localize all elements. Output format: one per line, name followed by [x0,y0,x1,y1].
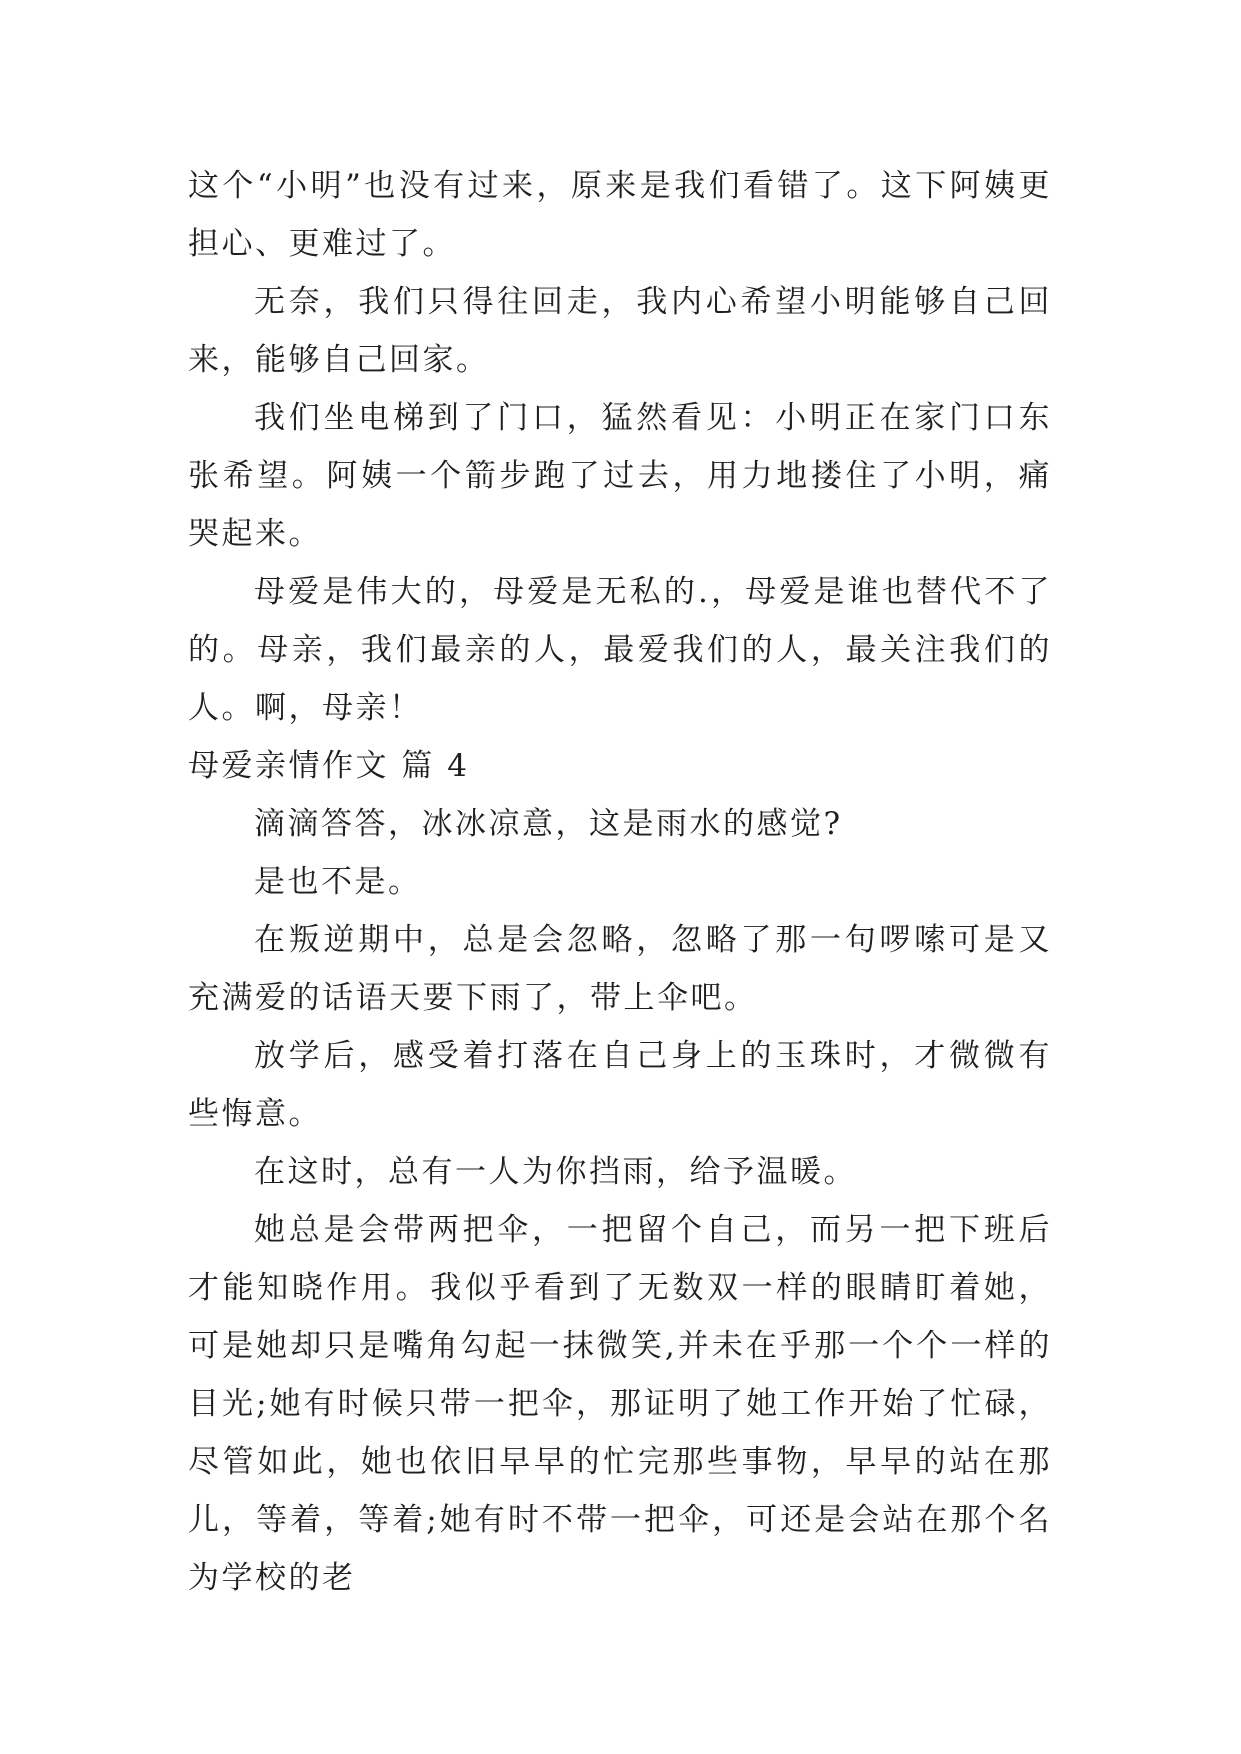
paragraph: 她总是会带两把伞，一把留个自己，而另一把下班后才能知晓作用。我似乎看到了无数双一样的眼睛盯着她，可是她却只是嘴角勾起一抹微笑,并未在乎那一个个一样的目光;她有时候只带一把伞，那证明了她工作开始了忙碌，尽管如此，她也依旧早早的忙完那些事物，早早的站在那儿，等着，等着;她有时不带一把伞，可还是会站在那个名为学校的老 [188,1212,1052,1596]
section-heading: 母爱亲情作文 篇 4 [188,748,470,784]
paragraph: 母爱是伟大的，母爱是无私的.，母爱是谁也替代不了的。母亲，我们最亲的人，最爱我们的人，最关注我们的人。啊，母亲！ [188,574,1052,726]
paragraph: 我们坐电梯到了门口，猛然看见：小明正在家门口东张希望。阿姨一个箭步跑了过去，用力地搂住了小明，痛哭起来。 [188,400,1052,552]
paragraph: 在叛逆期中，总是会忽略，忽略了那一句啰嗦可是又充满爱的话语天要下雨了，带上伞吧。 [188,922,1052,1016]
paragraph: 无奈，我们只得往回走，我内心希望小明能够自己回来，能够自己回家。 [188,284,1052,378]
paragraph: 这个“小明”也没有过来，原来是我们看错了。这下阿姨更担心、更难过了。 [188,168,1052,262]
paragraph: 是也不是。 [254,864,422,900]
paragraph: 在这时，总有一人为你挡雨，给予温暖。 [254,1154,857,1190]
paragraph: 滴滴答答，冰冰凉意，这是雨水的感觉? [254,806,843,842]
document-body [188,157,1052,1607]
paragraph: 放学后，感受着打落在自己身上的玉珠时，才微微有些悔意。 [188,1038,1052,1132]
